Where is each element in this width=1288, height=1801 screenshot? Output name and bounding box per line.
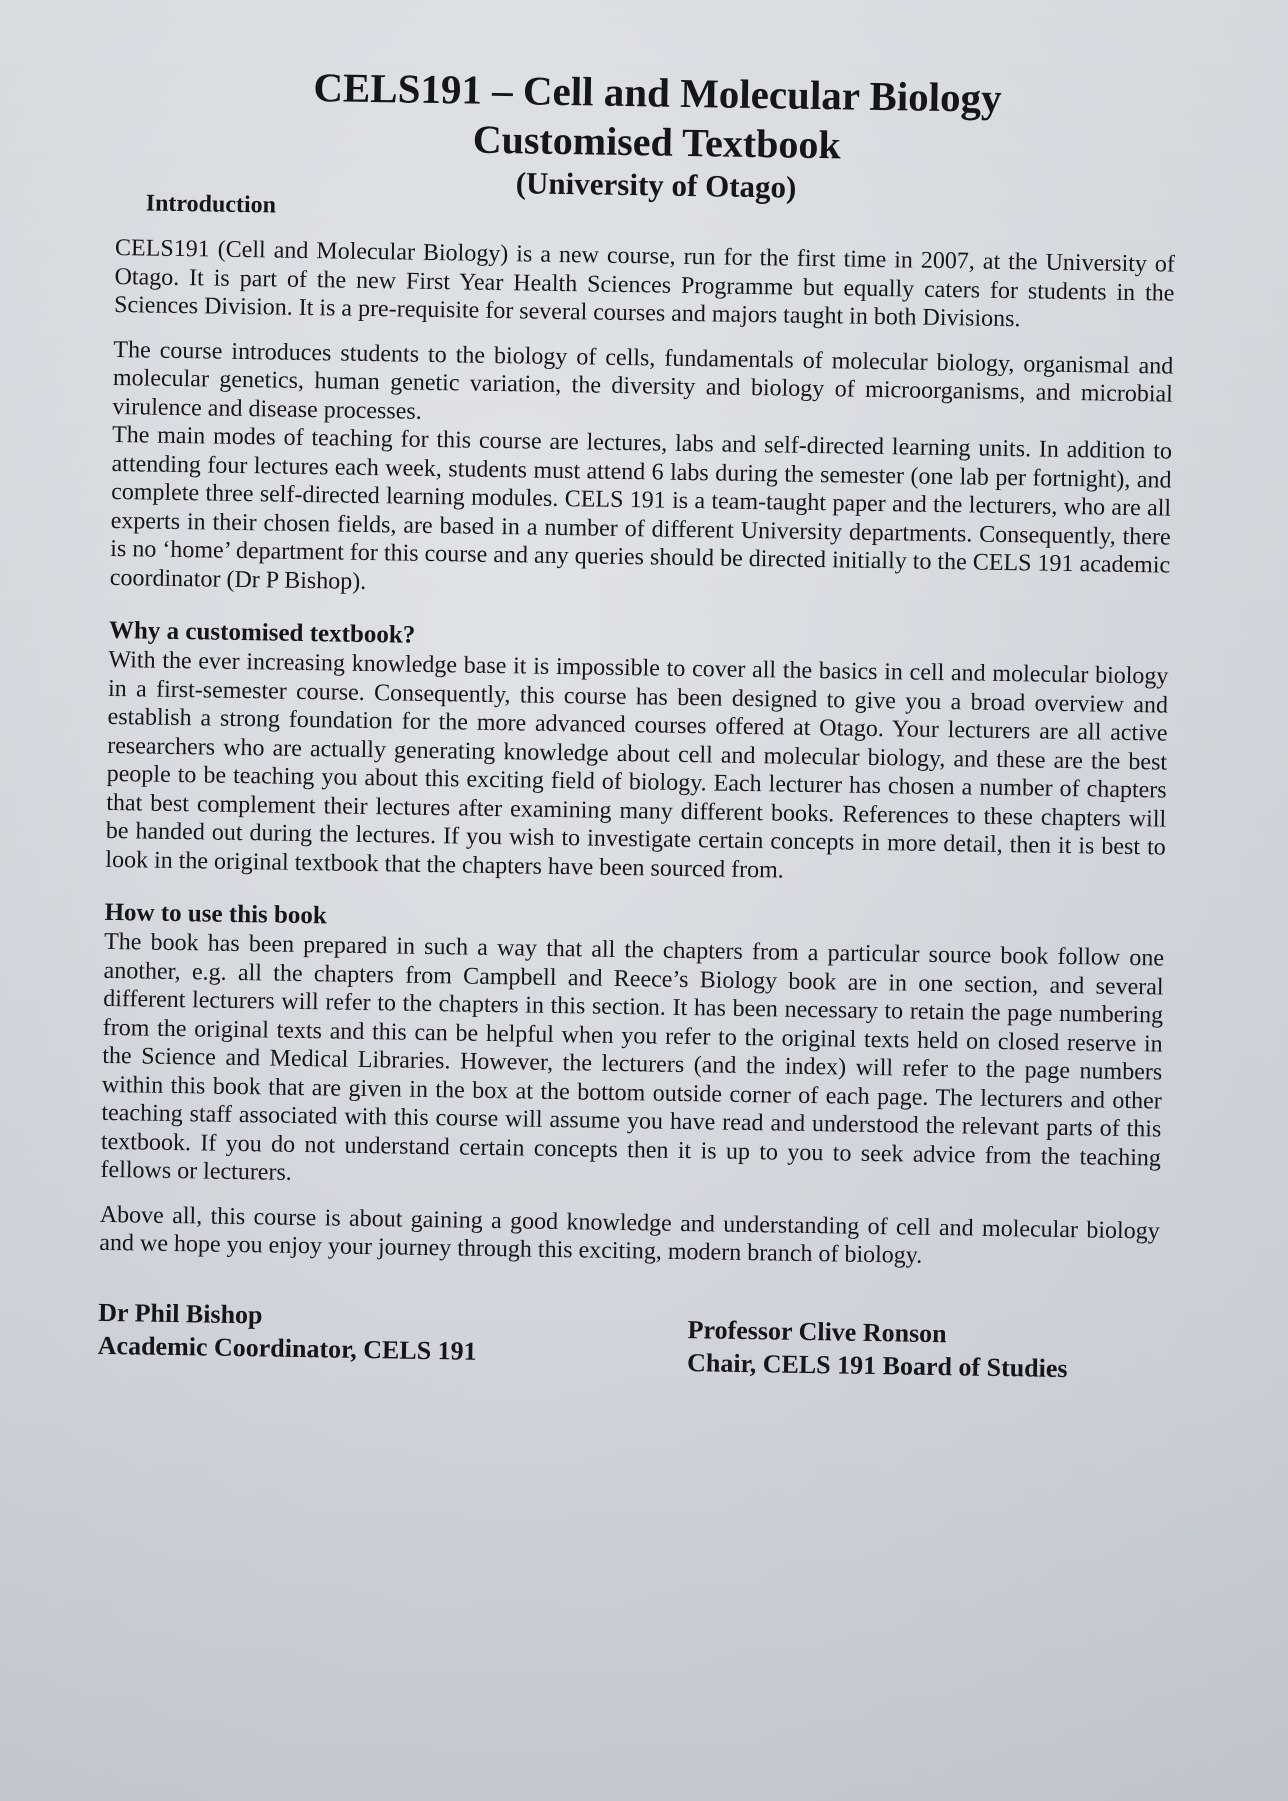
signature-left: [97, 1295, 477, 1375]
title-block: [156, 59, 1158, 213]
signatory-name: Professor Clive Ronson: [687, 1314, 947, 1348]
signatory-name: Dr Phil Bishop: [98, 1297, 263, 1329]
how-to-use-paragraph-2: Above all, this course is about gaining a good knowledge and understanding of cell and molecular biology and we hope you enjoy your journey through this exciting, modern branch of biology.: [99, 1201, 1160, 1269]
introduction-paragraph-1: CELS191 (Cell and Molecular Biology) is a new course, run for the first time in 2007, at the University of Otago. It is part of the new First Year Health Sciences Programme but equally caters for students in the Sciences Division. It is a pre-requisite for several courses and majors taught in both Divisions.: [113, 234, 1176, 333]
introduction-paragraph-3: The main modes of teaching for this course are lectures, labs and self-directed learning units. In addition to attending four lectures each week, students must attend 6 labs during the semester (one lab per fortnight), and complete three self-directed learning modules. CELS 191 is a team-taught paper and the lecturers, who are all experts in their chosen fields, are based in a number of different University departments. Consequently, there is no ‘home’ department for this course and any queries should be directed initially to the CELS 191 academic coordinator (Dr P Bishop).: [109, 421, 1173, 595]
signatory-role: Chair, CELS 191 Board of Studies: [686, 1347, 1068, 1383]
institution-name: (University of Otago): [515, 165, 797, 205]
document-content: [97, 58, 1177, 1386]
why-customised-heading: Why a customised textbook?: [108, 616, 416, 649]
introduction-heading: Introduction: [145, 190, 277, 219]
signatory-role: Academic Coordinator, CELS 191: [97, 1330, 477, 1366]
why-customised-paragraph: With the ever increasing knowledge base it is impossible to cover all the basics in cell and molecular biology in a first-semester course. Consequently, this course has been designed to give you a broad overview and establish a strong foundation for the more advanced courses offered at Otago. Your lecturers are all active researchers who are actually generating knowledge about cell and molecular biology, and these are the best people to be teaching you about this exciting field of biology. Each lecturer has chosen a number of chapters that best complement their lectures after examining many different books. References to these chapters will be handed out during the lectures. If you wish to investigate certain concepts in more detail, then it is best to look in the original textbook that the chapters have been sourced from.: [105, 646, 1169, 884]
signature-right: [687, 1313, 1068, 1385]
how-to-use-paragraph-1: The book has been prepared in such a way that all the chapters from a particular source book follow one another, e.g. all the chapters from Campbell and Reece’s Biology book are in one section, and several different lecturers will refer to the chapters in this section. It has been necessary to retain the page numbering from the original texts and this can be helpful when you refer to the original texts held on closed reserve in the Science and Medical Libraries. However, the lecturers (and the index) will refer to the page numbers within this book that are given in the box at the bottom outside corner of each page. The lecturers and other teaching staff associated with this course will assume you have read and understood the relevant parts of this textbook. If you do not understand certain concepts then it is up to you to seek advice from the teaching fellows or lecturers.: [100, 928, 1165, 1186]
signature-block: [97, 1295, 1098, 1385]
document-title: CELS191 – Cell and Molecular Biology: [313, 64, 1003, 121]
introduction-paragraph-2: The course introduces students to the biology of cells, fundamentals of molecular biology, organismal and molecular genetics, human genetic variation, the diversity and biology of microorganisms, and microbial virulence and disease processes.: [112, 336, 1174, 425]
how-to-use-heading: How to use this book: [104, 898, 328, 930]
document-subtitle: Customised Textbook: [472, 116, 842, 168]
